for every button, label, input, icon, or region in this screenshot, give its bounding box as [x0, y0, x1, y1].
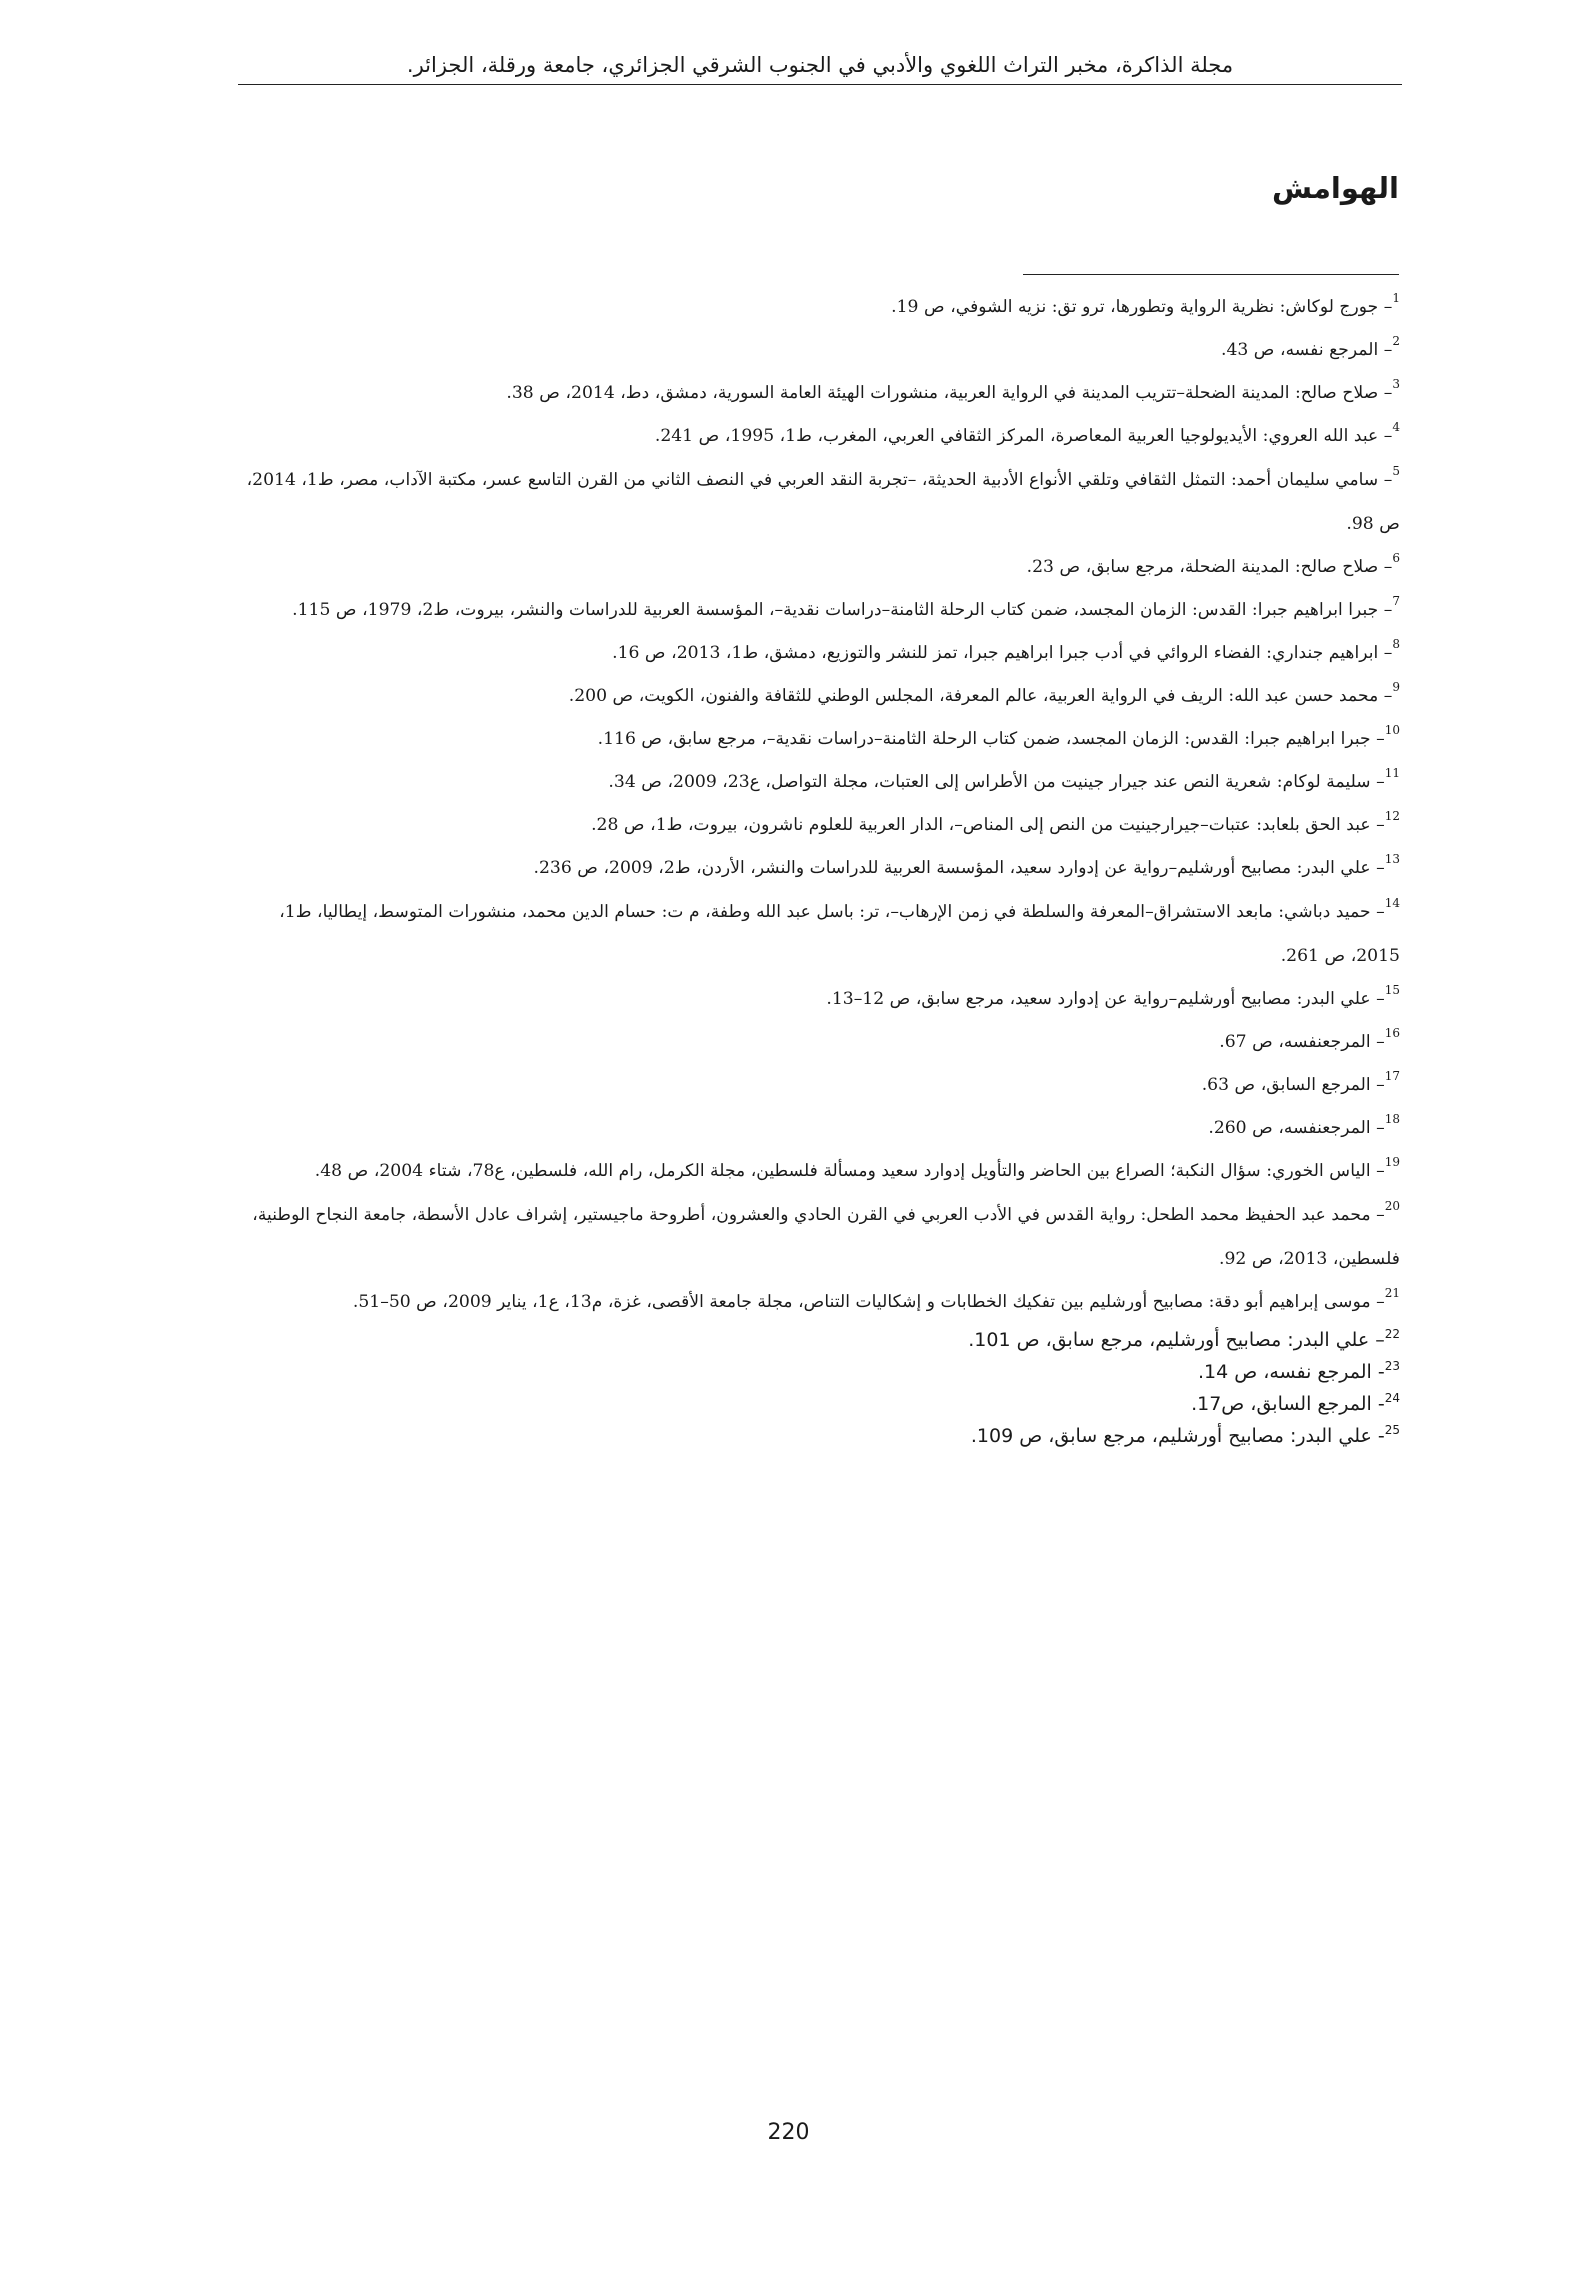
footnote-text: – سليمة لوكام: شعرية النص عند جيرار جينيت من الأطراس إلى العتبات، مجلة التواصل، ع23، 2009، ص 34.	[608, 772, 1385, 792]
footnote-text: – المرجعنفسه، ص 67.	[1219, 1032, 1385, 1052]
footnote-number: 12	[1384, 809, 1400, 823]
footnotes-list	[238, 286, 1400, 1452]
footnote-text: – موسى إبراهيم أبو دقة: مصابيح أورشليم بين تفكيك الخطابات و إشكاليات التناص، مجلة جامعة الأقصى، غزة، م13، ع1، يناير 2009، ص 50–51.	[352, 1292, 1385, 1312]
footnote	[238, 1356, 1400, 1388]
footnote-text: - المرجع نفسه، ص 14.	[1197, 1361, 1385, 1383]
footnote-number: 23	[1384, 1359, 1400, 1373]
section-title: الهوامش	[1271, 171, 1399, 205]
footnote-text: – سامي سليمان أحمد: التمثل الثقافي وتلقي الأنواع الأدبية الحديثة، –تجربة النقد العربي في النصف الثاني من القرن التاسع عسر، مكتبة الآداب، مصر، ط1، 2014، ص 98.	[246, 470, 1400, 534]
footnote	[238, 286, 1400, 329]
footnote	[238, 1420, 1400, 1452]
footnote-number: 25	[1384, 1423, 1400, 1437]
footnote-text: – عبد الحق بلعابد: عتبات–جيرارجينيت من النص إلى المناص–، الدار العربية للعلوم ناشرون، بيروت، ط1، ص 28.	[591, 815, 1385, 835]
footnote-text: – حميد دباشي: مابعد الاستشراق–المعرفة والسلطة في زمن الإرهاب–، تر: باسل عبد الله وطفة، م ت: حسام الدين محمد، منشورات المتوسط، إيطاليا، ط1، 2015، ص 261.	[279, 902, 1400, 966]
footnote-number: 18	[1384, 1112, 1400, 1126]
footnote	[238, 1324, 1400, 1356]
footnote-number: 5	[1392, 464, 1400, 478]
footnote-number: 17	[1384, 1069, 1400, 1083]
running-header: مجلة الذاكرة، مخبر التراث اللغوي والأدبي في الجنوب الشرقي الجزائري، جامعة ورقلة، الجزائر.	[406, 53, 1234, 77]
footnote-text: – جبرا ابراهيم جبرا: القدس: الزمان المجسد، ضمن كتاب الرحلة الثامنة–دراسات نقدية–، مرجع سابق، ص 116.	[597, 729, 1385, 749]
footnote-number: 6	[1392, 551, 1400, 565]
footnote-number: 21	[1384, 1286, 1400, 1300]
footnote-number: 15	[1384, 983, 1400, 997]
footnote-text: – محمد عبد الحفيظ محمد الطحل: رواية القدس في الأدب العربي في القرن الحادي والعشرون، أطروحة ماجيستير، إشراف عادل الأسطة، جامعة النجاح الوطنية، فلسطين، 2013، ص 92.	[252, 1205, 1400, 1269]
footnote-text: – علي البدر: مصابيح أورشليم–رواية عن إدوارد سعيد، المؤسسة العربية للدراسات والنشر، الأردن، ط2، 2009، ص 236.	[533, 858, 1385, 878]
footnote	[238, 415, 1400, 458]
footnote	[238, 978, 1400, 1021]
footnote-number: 16	[1384, 1026, 1400, 1040]
footnote-number: 20	[1384, 1199, 1400, 1213]
footnote	[238, 546, 1400, 589]
footnote-number: 7	[1392, 594, 1400, 608]
footnote-number: 3	[1392, 377, 1400, 391]
footnote	[238, 1064, 1400, 1107]
footnote-number: 14	[1384, 896, 1400, 910]
footnote-number: 1	[1392, 291, 1400, 305]
footnote	[238, 1107, 1400, 1150]
footnote-text: – صلاح صالح: المدينة الضحلة، مرجع سابق، ص 23.	[1026, 557, 1393, 577]
footnote	[238, 1150, 1400, 1193]
header-rule	[238, 84, 1402, 85]
footnote	[238, 1193, 1400, 1281]
footnote-text: – المرجعنفسه، ص 260.	[1208, 1118, 1385, 1138]
footnote-text: – علي البدر: مصابيح أورشليم، مرجع سابق، ص 101.	[968, 1329, 1385, 1351]
page-number: 220	[767, 2120, 810, 2145]
footnote-text: – المرجع نفسه، ص 43.	[1221, 340, 1393, 360]
footnote	[238, 1021, 1400, 1064]
footnote-text: – علي البدر: مصابيح أورشليم–رواية عن إدوارد سعيد، مرجع سابق، ص 12–13.	[826, 989, 1385, 1009]
footnote	[238, 890, 1400, 978]
footnote	[238, 372, 1400, 415]
footnote-text: – ابراهيم جنداري: الفضاء الروائي في أدب جبرا ابراهيم جبرا، تمز للنشر والتوزيع، دمشق، ط1، 2013، ص 16.	[612, 643, 1393, 663]
footnote-text: - المرجع السابق، ص17.	[1191, 1393, 1385, 1415]
footnote-text: - علي البدر: مصابيح أورشليم، مرجع سابق، ص 109.	[970, 1425, 1385, 1447]
footnote	[238, 761, 1400, 804]
footnote-number: 19	[1384, 1155, 1400, 1169]
footnote	[238, 329, 1400, 372]
footnote	[238, 1281, 1400, 1324]
footnote-number: 13	[1384, 852, 1400, 866]
footnote	[238, 458, 1400, 546]
footnote-text: – المرجع السابق، ص 63.	[1201, 1075, 1385, 1095]
footnote-text: – صلاح صالح: المدينة الضحلة–تتريب المدينة في الرواية العربية، منشورات الهيئة العامة السورية، دمشق، دط، 2014، ص 38.	[506, 383, 1393, 403]
footnote-number: 8	[1392, 637, 1400, 651]
footnote	[238, 632, 1400, 675]
footnote-text: – عبد الله العروي: الأيديولوجيا العربية المعاصرة، المركز الثقافي العربي، المغرب، ط1، 1995، ص 241.	[654, 426, 1393, 446]
footnote	[238, 804, 1400, 847]
footnote	[238, 718, 1400, 761]
footnote	[238, 847, 1400, 890]
footnote-text: – جورج لوكاش: نظرية الرواية وتطورها، ترو تق: نزيه الشوفي، ص 19.	[891, 297, 1393, 317]
footnote-text: – الياس الخوري: سؤال النكبة؛ الصراع بين الحاضر والتأويل إدوارد سعيد ومسألة فلسطين، مجلة الكرمل، رام الله، فلسطين، ع78، شتاء 2004، ص 48.	[314, 1161, 1385, 1181]
footnote-number: 22	[1384, 1327, 1400, 1341]
footnote-separator	[1023, 274, 1399, 275]
footnote-text: – جبرا ابراهيم جبرا: القدس: الزمان المجسد، ضمن كتاب الرحلة الثامنة–دراسات نقدية–، المؤسسة العربية للدراسات والنشر، بيروت، ط2، 1979، ص 115.	[292, 600, 1393, 620]
footnote-number: 24	[1384, 1391, 1400, 1405]
footnote	[238, 675, 1400, 718]
footnote-number: 4	[1392, 420, 1400, 434]
footnote	[238, 1388, 1400, 1420]
footnote-number: 11	[1384, 766, 1400, 780]
footnote-number: 10	[1384, 723, 1400, 737]
footnote-text: – محمد حسن عبد الله: الريف في الرواية العربية، عالم المعرفة، المجلس الوطني للثقافة والفنون، الكويت، ص 200.	[568, 686, 1393, 706]
footnote-number: 2	[1392, 334, 1400, 348]
footnote	[238, 589, 1400, 632]
footnote-number: 9	[1392, 680, 1400, 694]
